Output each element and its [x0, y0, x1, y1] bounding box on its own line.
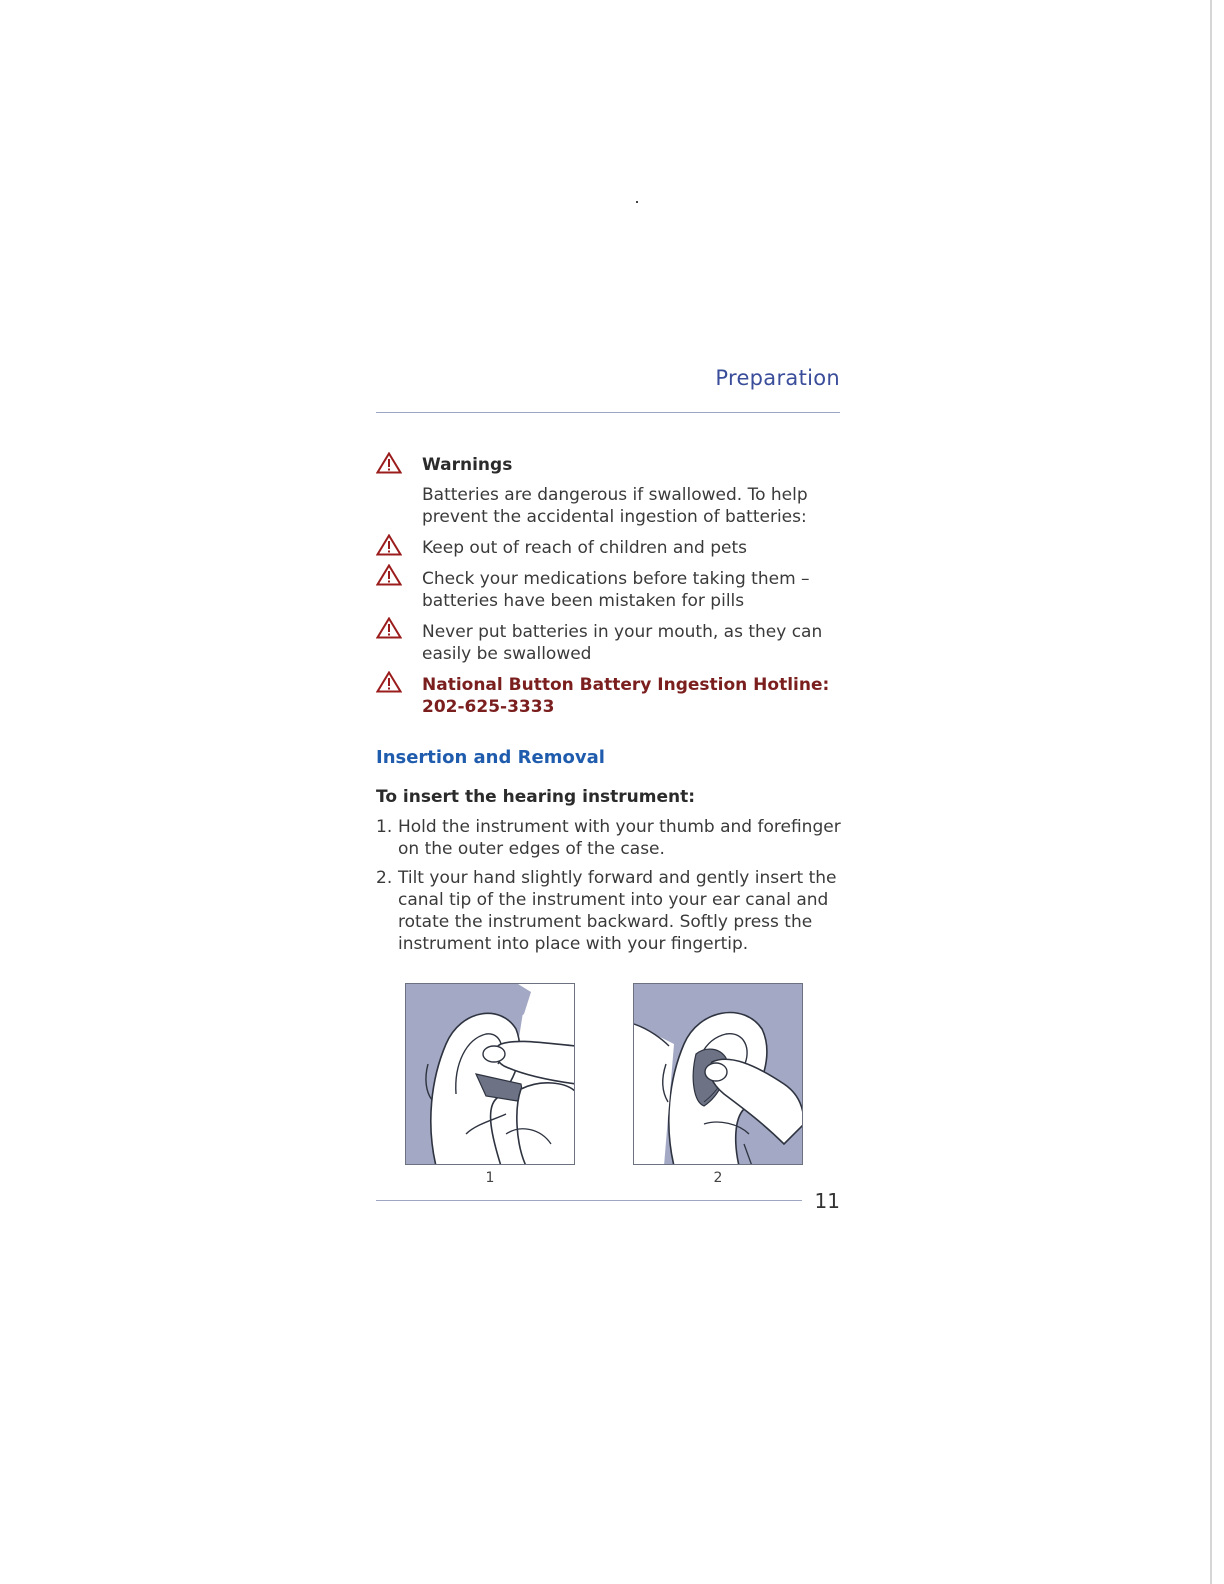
figure-insertion-1 — [405, 983, 575, 1165]
hotline-label: National Button Battery Ingestion Hotline: — [422, 675, 830, 695]
warnings-heading: Warnings — [422, 455, 513, 475]
section-title: Preparation — [715, 366, 840, 390]
header-rule — [376, 412, 840, 413]
step-number: 2. — [376, 868, 393, 888]
warning-item: Keep out of reach of children and pets — [422, 538, 748, 558]
warnings-intro: Batteries are dangerous if swallowed. To help prevent the accidental ingestion of batteries: — [422, 485, 808, 527]
step-text: Hold the instrument with your thumb and forefinger on the outer edges of the case. — [398, 817, 841, 859]
warning-item: Never put batteries in your mouth, as they can easily be swallowed — [422, 622, 823, 664]
figure-caption: 2 — [713, 1170, 723, 1186]
page-number: 11 — [814, 1189, 840, 1213]
hotline-number: 202-625-3333 — [422, 697, 555, 717]
page-edge — [1210, 0, 1212, 1584]
warning-icon — [376, 564, 402, 586]
scan-speck — [636, 201, 638, 203]
step-text: Tilt your hand slightly forward and gently insert the canal tip of the instrument into your ear canal and rotate the instrument backward. Softly press the instrument into place with your fingertip. — [398, 868, 837, 954]
ear-illustration-2 — [634, 984, 803, 1165]
ear-illustration-1 — [406, 984, 575, 1165]
figure-insertion-2 — [633, 983, 803, 1165]
warning-icon — [376, 452, 402, 474]
hotline — [422, 674, 842, 718]
figure-caption: 1 — [485, 1170, 495, 1186]
warning-icon — [376, 617, 402, 639]
insertion-heading: Insertion and Removal — [376, 747, 605, 768]
warning-icon — [376, 534, 402, 556]
warning-icon — [376, 671, 402, 693]
instructions-title: To insert the hearing instrument: — [376, 787, 696, 807]
instruction-step — [376, 816, 846, 860]
warning-item: Check your medications before taking them – batteries have been mistaken for pills — [422, 569, 810, 611]
step-number: 1. — [376, 817, 393, 837]
footer-rule — [376, 1200, 802, 1201]
instruction-step — [376, 867, 846, 955]
